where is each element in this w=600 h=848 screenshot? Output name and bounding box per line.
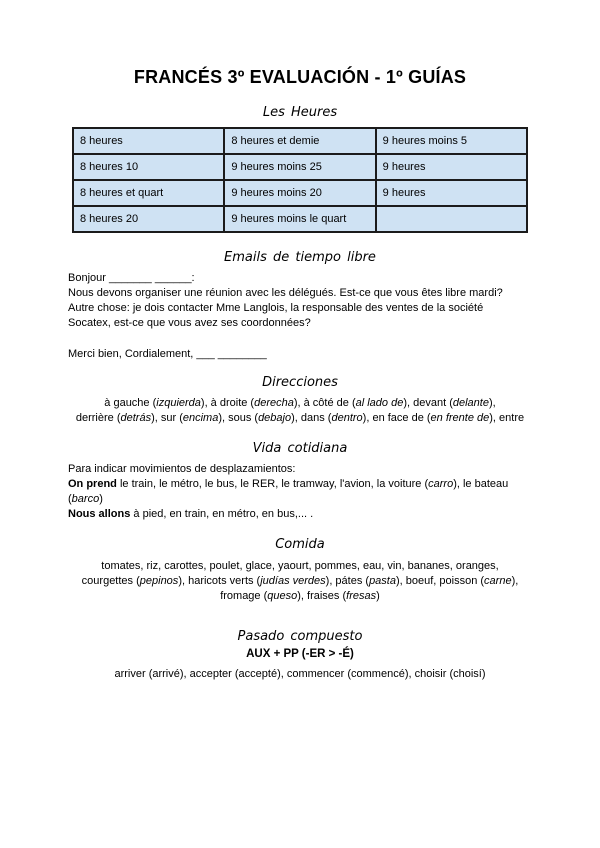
table-cell: 9 heures moins 20 <box>224 180 375 206</box>
direcciones-list <box>0 396 600 426</box>
comida-line: fromage (queso), fraises (fresas) <box>220 590 380 602</box>
section-heading-direcciones: Direcciones <box>262 375 338 390</box>
table-cell: 8 heures et demie <box>224 128 375 154</box>
email-line: Socatex, est-ce que vous avez ses coordonnées? <box>68 317 311 329</box>
section-heading-les-heures: Les Heures <box>262 105 338 120</box>
table-cell <box>376 206 527 232</box>
les-heures-table <box>72 127 528 233</box>
direcciones-line: à gauche (izquierda), à droite (derecha), à côté de (al lado de), devant (delante), <box>104 397 496 409</box>
vida-cotidiana-text <box>0 462 600 522</box>
section-heading-vida-cotidiana: Vida cotidiana <box>252 441 348 456</box>
table-row <box>73 180 527 206</box>
table-row <box>73 206 527 232</box>
pasado-verbs: arriver (arrivé), accepter (accepté), commencer (commencé), choisir (choisí) <box>114 668 486 680</box>
comida-line: tomates, riz, carottes, poulet, glace, yaourt, pommes, eau, vin, bananes, oranges, <box>101 560 499 572</box>
table-cell: 9 heures <box>376 154 527 180</box>
email-closing: Merci bien, Cordialement, ___ ________ <box>68 348 267 360</box>
page-title: FRANCÉS 3º EVALUACIÓN - 1º GUÍAS <box>133 67 467 87</box>
email-body <box>0 271 600 362</box>
pasado-formula: AUX + PP (-ER > -É) <box>246 648 354 660</box>
email-greeting: Bonjour _______ ______: <box>68 272 195 284</box>
section-heading-comida: Comida <box>275 537 325 552</box>
vida-line: On prend le train, le métro, le bus, le RER, le tramway, l'avion, la voiture (carro), le bateau (barco) <box>68 478 509 505</box>
table-row <box>73 154 527 180</box>
vida-intro: Para indicar movimientos de desplazamientos: <box>68 463 296 475</box>
email-line: Nous devons organiser une réunion avec les délégués. Est-ce que vous êtes libre mardi? <box>68 287 503 299</box>
email-line: Autre chose: je dois contacter Mme Langlois, la responsable des ventes de la société <box>68 302 484 314</box>
table-cell: 9 heures moins 25 <box>224 154 375 180</box>
table-cell: 8 heures 20 <box>73 206 224 232</box>
section-heading-emails: Emails de tiempo libre <box>224 250 376 265</box>
table-row <box>73 128 527 154</box>
comida-line: courgettes (pepinos), haricots verts (judías verdes), pátes (pasta), boeuf, poisson (carne), <box>81 575 519 587</box>
table-cell: 8 heures et quart <box>73 180 224 206</box>
section-heading-pasado-compuesto: Pasado compuesto <box>237 629 363 644</box>
vida-line: Nous allons à pied, en train, en métro, en bus,... . <box>68 508 314 520</box>
table-cell: 9 heures moins 5 <box>376 128 527 154</box>
table-cell: 8 heures 10 <box>73 154 224 180</box>
table-cell: 8 heures <box>73 128 224 154</box>
comida-list <box>0 559 600 604</box>
table-cell: 9 heures <box>376 180 527 206</box>
direcciones-line: derrière (detrás), sur (encima), sous (debajo), dans (dentro), en face de (en frente de), entre <box>75 412 525 424</box>
table-cell: 9 heures moins le quart <box>224 206 375 232</box>
